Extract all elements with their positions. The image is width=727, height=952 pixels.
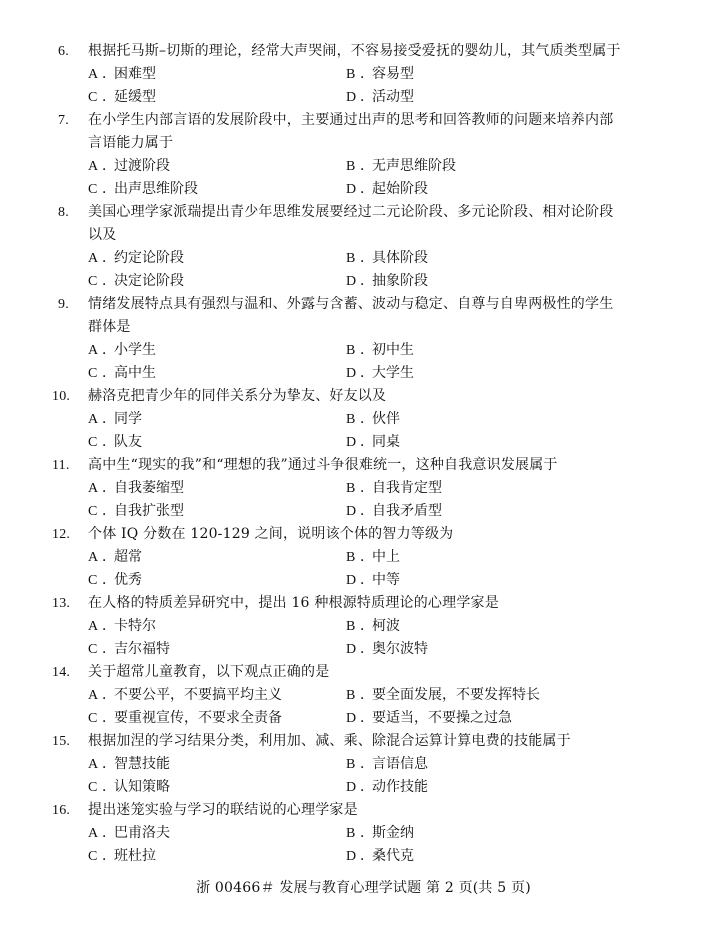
question-number: 10. — [52, 389, 71, 404]
option-a — [88, 477, 184, 500]
option-letter: B — [346, 412, 356, 427]
option-separator: ． — [102, 250, 116, 266]
question-stem-row — [0, 454, 727, 477]
option-b — [346, 615, 400, 638]
question-item — [0, 454, 727, 523]
option-letter: C — [88, 642, 98, 657]
question-item — [0, 799, 727, 868]
option-text: 柯波 — [372, 618, 400, 634]
question-stem-row — [0, 592, 727, 615]
option-separator: ． — [102, 365, 116, 381]
option-c — [88, 500, 184, 523]
question-number: 6. — [58, 44, 69, 59]
question-list — [0, 40, 727, 868]
question-stem: 关于超常儿童教育，以下观点正确的是 — [88, 664, 330, 680]
question-number: 15. — [52, 734, 71, 749]
option-letter: D — [346, 182, 357, 197]
option-letter: D — [346, 274, 357, 289]
option-letter: B — [346, 550, 356, 565]
option-text: 要重视宣传，不要求全责备 — [114, 710, 282, 726]
option-group — [0, 477, 727, 523]
option-c — [88, 638, 170, 661]
option-a — [88, 408, 142, 431]
option-text: 智慧技能 — [114, 756, 170, 772]
question-item — [0, 109, 727, 201]
option-b — [346, 477, 442, 500]
option-d — [346, 178, 428, 201]
option-b — [346, 408, 400, 431]
option-letter: D — [346, 849, 357, 864]
question-stem-row — [0, 385, 727, 408]
option-separator: ． — [360, 756, 374, 772]
option-text: 超常 — [114, 549, 142, 565]
option-letter: A — [88, 826, 99, 841]
question-number: 13. — [52, 596, 71, 611]
option-text: 高中生 — [114, 365, 156, 381]
option-separator: ． — [360, 710, 374, 726]
question-stem: 提出迷笼实验与学习的联结说的心理学家是 — [88, 802, 358, 818]
option-separator: ． — [102, 710, 116, 726]
option-text: 不要公平，不要搞平均主义 — [114, 687, 282, 703]
option-separator: ． — [102, 572, 116, 588]
question-item — [0, 661, 727, 730]
option-separator: ． — [360, 641, 374, 657]
option-a — [88, 339, 156, 362]
option-letter: B — [346, 159, 356, 174]
option-text: 自我矛盾型 — [372, 503, 442, 519]
option-letter: B — [346, 67, 356, 82]
option-a — [88, 63, 156, 86]
option-c — [88, 270, 184, 293]
option-letter: C — [88, 435, 98, 450]
option-separator: ． — [360, 618, 374, 634]
option-letter: A — [88, 251, 99, 266]
option-b — [346, 247, 428, 270]
option-text: 自我扩张型 — [114, 503, 184, 519]
option-d — [346, 431, 400, 454]
option-group — [0, 408, 727, 454]
question-item — [0, 385, 727, 454]
option-group — [0, 63, 727, 109]
option-letter: D — [346, 780, 357, 795]
option-text: 班杜拉 — [114, 848, 156, 864]
option-letter: A — [88, 481, 99, 496]
option-text: 约定论阶段 — [114, 250, 184, 266]
option-separator: ． — [102, 411, 116, 427]
question-stem-row — [0, 201, 727, 247]
option-separator: ． — [360, 181, 374, 197]
question-stem-row — [0, 661, 727, 684]
question-stem-row — [0, 40, 727, 63]
question-stem-row — [0, 523, 727, 546]
option-separator: ． — [360, 365, 374, 381]
option-text: 伙伴 — [372, 411, 400, 427]
option-text: 出声思维阶段 — [114, 181, 198, 197]
question-number: 11. — [52, 458, 70, 473]
option-separator: ． — [360, 503, 374, 519]
question-stem: 在小学生内部言语的发展阶段中，主要通过出声的思考和回答教师的问题来培养内部言语能力属于 — [88, 112, 614, 151]
option-separator: ． — [360, 687, 374, 703]
option-c — [88, 569, 142, 592]
option-separator: ． — [102, 480, 116, 496]
option-letter: D — [346, 504, 357, 519]
option-d — [346, 638, 428, 661]
option-text: 斯金纳 — [372, 825, 414, 841]
option-separator: ． — [360, 434, 374, 450]
option-separator: ． — [102, 503, 116, 519]
option-text: 延缓型 — [114, 89, 156, 105]
option-group — [0, 753, 727, 799]
option-letter: D — [346, 711, 357, 726]
option-letter: C — [88, 366, 98, 381]
option-letter: A — [88, 757, 99, 772]
option-separator: ． — [360, 779, 374, 795]
option-separator: ． — [360, 411, 374, 427]
option-group — [0, 247, 727, 293]
option-a — [88, 684, 282, 707]
option-group — [0, 822, 727, 868]
option-text: 大学生 — [372, 365, 414, 381]
option-separator: ． — [102, 848, 116, 864]
option-letter: C — [88, 711, 98, 726]
option-separator: ． — [102, 434, 116, 450]
option-text: 自我肯定型 — [372, 480, 442, 496]
option-text: 桑代克 — [372, 848, 414, 864]
option-letter: C — [88, 573, 98, 588]
option-text: 决定论阶段 — [114, 273, 184, 289]
option-letter: D — [346, 642, 357, 657]
option-c — [88, 431, 142, 454]
option-c — [88, 776, 170, 799]
option-text: 过渡阶段 — [114, 158, 170, 174]
question-stem: 个体 IQ 分数在 120-129 之间，说明该个体的智力等级为 — [88, 526, 454, 542]
option-text: 活动型 — [372, 89, 414, 105]
option-separator: ． — [102, 273, 116, 289]
option-c — [88, 845, 156, 868]
option-text: 奥尔波特 — [372, 641, 428, 657]
question-item — [0, 40, 727, 109]
option-b — [346, 822, 414, 845]
option-a — [88, 822, 170, 845]
option-c — [88, 86, 156, 109]
question-stem: 在人格的特质差异研究中，提出 16 种根源特质理论的心理学家是 — [88, 595, 499, 611]
option-text: 中上 — [372, 549, 400, 565]
option-d — [346, 270, 428, 293]
option-text: 卡特尔 — [114, 618, 156, 634]
option-text: 起始阶段 — [372, 181, 428, 197]
option-letter: A — [88, 688, 99, 703]
option-text: 认知策略 — [114, 779, 170, 795]
option-letter: B — [346, 826, 356, 841]
option-text: 同学 — [114, 411, 142, 427]
option-separator: ． — [102, 641, 116, 657]
option-text: 要全面发展，不要发挥特长 — [372, 687, 540, 703]
option-separator: ． — [102, 825, 116, 841]
question-item — [0, 730, 727, 799]
option-letter: C — [88, 849, 98, 864]
option-letter: A — [88, 619, 99, 634]
question-item — [0, 201, 727, 293]
option-separator: ． — [360, 250, 374, 266]
option-letter: C — [88, 274, 98, 289]
option-group — [0, 684, 727, 730]
option-text: 动作技能 — [372, 779, 428, 795]
option-separator: ． — [102, 756, 116, 772]
option-separator: ． — [360, 158, 374, 174]
option-separator: ． — [102, 549, 116, 565]
question-stem: 情绪发展特点具有强烈与温和、外露与含蓄、波动与稳定、自尊与自卑两极性的学生群体是 — [88, 296, 614, 335]
question-number: 16. — [52, 803, 71, 818]
option-letter: D — [346, 573, 357, 588]
option-text: 队友 — [114, 434, 142, 450]
option-d — [346, 707, 512, 730]
option-c — [88, 707, 282, 730]
option-a — [88, 155, 170, 178]
option-d — [346, 362, 414, 385]
question-number: 12. — [52, 527, 71, 542]
option-letter: C — [88, 90, 98, 105]
option-group — [0, 339, 727, 385]
option-letter: A — [88, 550, 99, 565]
option-separator: ． — [360, 273, 374, 289]
option-text: 无声思维阶段 — [372, 158, 456, 174]
option-group — [0, 546, 727, 592]
option-letter: C — [88, 182, 98, 197]
option-text: 初中生 — [372, 342, 414, 358]
option-text: 容易型 — [372, 66, 414, 82]
option-text: 具体阶段 — [372, 250, 428, 266]
option-text: 小学生 — [114, 342, 156, 358]
option-separator: ． — [102, 158, 116, 174]
option-separator: ． — [360, 825, 374, 841]
question-item — [0, 293, 727, 385]
option-letter: C — [88, 780, 98, 795]
question-stem-row — [0, 109, 727, 155]
option-a — [88, 247, 184, 270]
option-letter: D — [346, 435, 357, 450]
option-b — [346, 63, 414, 86]
question-stem: 根据加涅的学习结果分类，利用加、减、乘、除混合运算计算电费的技能属于 — [88, 733, 571, 749]
option-letter: B — [346, 619, 356, 634]
option-d — [346, 569, 400, 592]
option-letter: A — [88, 67, 99, 82]
question-stem-row — [0, 293, 727, 339]
option-text: 中等 — [372, 572, 400, 588]
option-text: 吉尔福特 — [114, 641, 170, 657]
question-stem-row — [0, 730, 727, 753]
option-group — [0, 155, 727, 201]
option-letter: A — [88, 412, 99, 427]
option-b — [346, 684, 540, 707]
question-stem: 美国心理学家派瑞提出青少年思维发展要经过二元论阶段、多元论阶段、相对论阶段以及 — [88, 204, 614, 243]
option-d — [346, 776, 428, 799]
question-number: 8. — [58, 205, 69, 220]
question-number: 7. — [58, 113, 69, 128]
option-b — [346, 753, 428, 776]
option-separator: ． — [102, 66, 116, 82]
option-letter: D — [346, 366, 357, 381]
option-b — [346, 155, 456, 178]
option-separator: ． — [360, 342, 374, 358]
option-letter: B — [346, 481, 356, 496]
option-letter: A — [88, 343, 99, 358]
question-number: 14. — [52, 665, 71, 680]
question-item — [0, 523, 727, 592]
option-separator: ． — [360, 848, 374, 864]
option-separator: ． — [102, 342, 116, 358]
option-letter: B — [346, 343, 356, 358]
option-a — [88, 546, 142, 569]
option-c — [88, 178, 198, 201]
question-item — [0, 592, 727, 661]
question-stem: 赫洛克把青少年的同伴关系分为挚友、好友以及 — [88, 388, 387, 404]
option-text: 自我萎缩型 — [114, 480, 184, 496]
option-separator: ． — [102, 779, 116, 795]
option-text: 优秀 — [114, 572, 142, 588]
option-d — [346, 500, 442, 523]
option-separator: ． — [360, 549, 374, 565]
question-stem-row — [0, 799, 727, 822]
option-separator: ． — [360, 89, 374, 105]
option-separator: ． — [102, 181, 116, 197]
option-b — [346, 546, 400, 569]
question-stem: 高中生“现实的我”和“理想的我”通过斗争很难统一，这种自我意识发展属于 — [88, 457, 558, 473]
option-text: 困难型 — [114, 66, 156, 82]
option-separator: ． — [360, 572, 374, 588]
question-number: 9. — [58, 297, 69, 312]
option-c — [88, 362, 156, 385]
option-letter: B — [346, 251, 356, 266]
option-text: 言语信息 — [372, 756, 428, 772]
option-text: 要适当，不要操之过急 — [372, 710, 512, 726]
question-stem: 根据托马斯–切斯的理论，经常大声哭闹，不容易接受爱抚的婴幼儿，其气质类型属于 — [88, 43, 621, 59]
page-footer: 浙 00466＃ 发展与教育心理学试题 第 2 页(共 5 页) — [196, 880, 531, 896]
option-text: 同桌 — [372, 434, 400, 450]
option-d — [346, 845, 414, 868]
option-group — [0, 615, 727, 661]
option-text: 巴甫洛夫 — [114, 825, 170, 841]
option-text: 抽象阶段 — [372, 273, 428, 289]
option-b — [346, 339, 414, 362]
option-a — [88, 753, 170, 776]
option-separator: ． — [360, 66, 374, 82]
option-letter: A — [88, 159, 99, 174]
option-separator: ． — [102, 89, 116, 105]
option-separator: ． — [102, 618, 116, 634]
option-letter: B — [346, 757, 356, 772]
option-a — [88, 615, 156, 638]
option-letter: D — [346, 90, 357, 105]
option-separator: ． — [360, 480, 374, 496]
option-d — [346, 86, 414, 109]
option-letter: C — [88, 504, 98, 519]
option-separator: ． — [102, 687, 116, 703]
option-letter: B — [346, 688, 356, 703]
